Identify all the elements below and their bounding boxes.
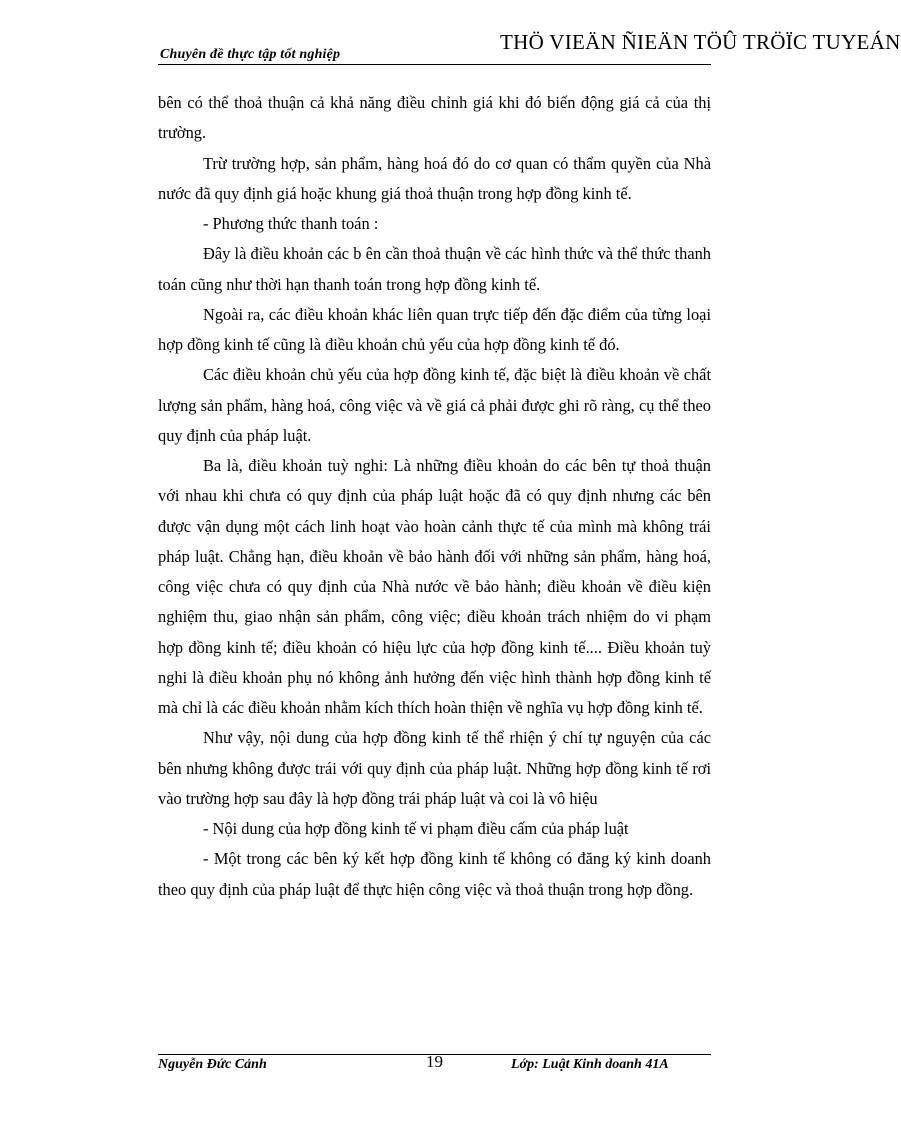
paragraph: Ba là, điều khoản tuỳ nghi: Là những điều khoản do các bên tự thoả thuận với nhau khi chưa có quy định của pháp luật hoặc đã có quy định nhưng các bên được vận dụng một cách linh hoạt vào hoàn cảnh thực tế của mình mà không trái pháp luật. Chẳng hạn, điều khoản về bảo hành đối với những sản phẩm, hàng hoá, công việc chưa có quy định của Nhà nước về bảo hành; điều khoản về điều kiện nghiệm thu, giao nhận sản phẩm, công việc; điều khoản trách nhiệm do vi phạm hợp đồng kinh tế; điều khoản có hiệu lực của hợp đồng kinh tế.... Điều khoản tuỳ nghi là điều khoản phụ nó không ảnh hưởng đến việc hình thành hợp đồng kinh tế mà chỉ là các điều khoản nhằm kích thích hoàn thiện về nghĩa vụ hợp đồng kinh tế. [158,456,711,717]
footer-class: Lớp: Luật Kinh doanh 41A [511,1057,669,1072]
paragraph: Đây là điều khoản các b ên cần thoả thuận về các hình thức và thể thức thanh toán cũng như thời hạn thanh toán trong hợp đồng kinh tế. [158,244,711,294]
paragraph: Ngoài ra, các điều khoản khác liên quan trực tiếp đến đặc điểm của từng loại hợp đồng kinh tế cũng là điều khoản chủ yếu của hợp đồng kinh tế đó. [158,304,711,354]
paragraph: - Phương thức thanh toán : [203,214,379,233]
footer-author: Nguyễn Đức Cảnh [158,1057,267,1072]
page-number: 19 [426,1052,443,1071]
document-body [158,88,711,905]
paragraph: - Nội dung của hợp đồng kinh tế vi phạm điều cấm của pháp luật [203,819,629,838]
header-library-name: THÖ VIEÄN ÑIEÄN TÖÛ TRÖÏC TUYEÁN [500,30,901,54]
paragraph: Trừ trường hợp, sản phẩm, hàng hoá đó do cơ quan có thẩm quyền của Nhà nước đã quy định giá hoặc khung giá thoả thuận trong hợp đồng kinh tế. [158,153,711,203]
header-divider [158,64,711,65]
paragraph: bên có thể thoả thuận cả khả năng điều chỉnh giá khi đó biến động giá cả của thị trường. [158,93,711,143]
paragraph: Các điều khoản chủ yếu của hợp đồng kinh tế, đặc biệt là điều khoản về chất lượng sản phẩm, hàng hoá, công việc và về giá cả phải được ghi rõ ràng, cụ thể theo quy định của pháp luật. [158,365,711,445]
paragraph: Như vậy, nội dung của hợp đồng kinh tế thể rhiện ý chí tự nguyện của các bên nhưng không được trái với quy định của pháp luật. Những hợp đồng kinh tế rơi vào trường hợp sau đây là hợp đồng trái pháp luật và coi là vô hiệu [158,728,711,808]
header-document-title: Chuyên đề thực tập tốt nghiệp [160,47,341,62]
paragraph: - Một trong các bên ký kết hợp đồng kinh tế không có đăng ký kinh doanh theo quy định của pháp luật để thực hiện công việc và thoả thuận trong hợp đồng. [158,849,711,899]
